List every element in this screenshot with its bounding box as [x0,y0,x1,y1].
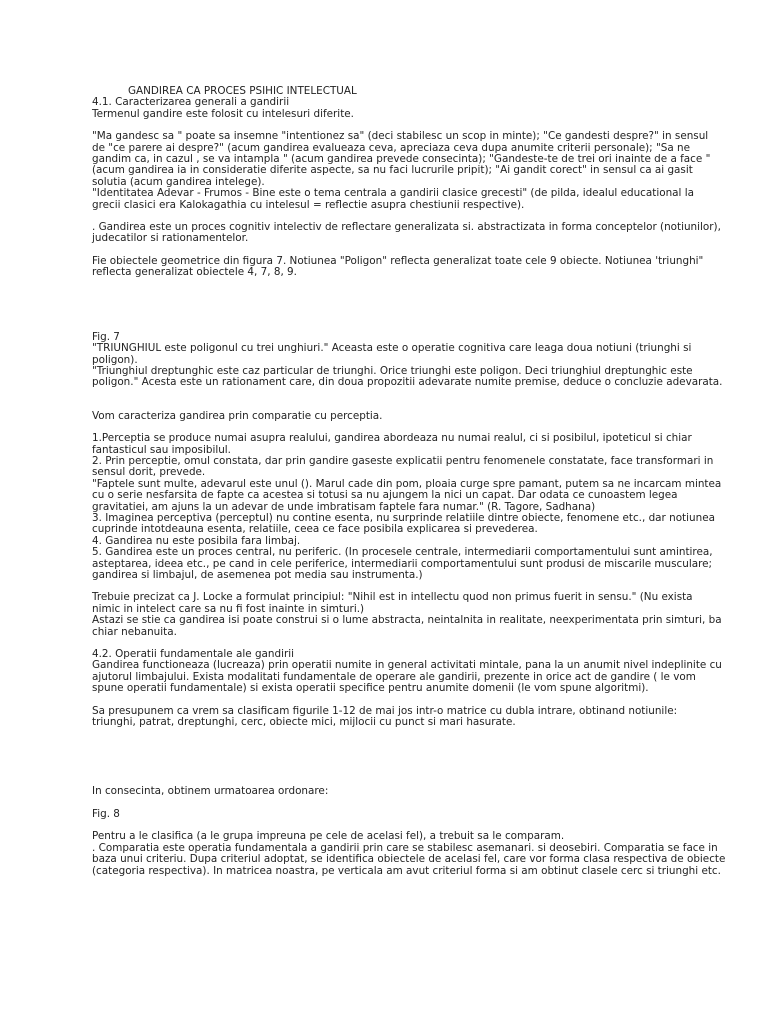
paragraph [92,254,704,279]
paragraph [92,659,722,695]
paragraph-line: poligon). [92,353,138,366]
paragraph-line: Vom caracteriza gandirea prin comparatie cu perceptia. [92,409,383,422]
paragraph-line: chiar nebanuita. [92,625,177,638]
paragraph-line: triunghi, patrat, dreptunghi, cerc, obiecte mici, mijlocii cu punct si mari hasurate. [92,716,516,729]
paragraph-line: 2. Prin perceptie, omul constata, dar prin gandire gaseste explicatii pentru fenomenele constatate, face transformari in [92,454,714,467]
paragraph-line: ajutorul limbajului. Exista modalitati fundamentale de operare ale gandirii, prezente in orice act de gandire ( le vom [92,670,696,683]
paragraph-line: Gandirea functioneaza (lucreaza) prin operatii numite in general activitati mintale, pana la un anumit nivel indeplinite cu [92,659,722,672]
paragraph-line: "Triunghiul dreptunghic este caz particular de triunghi. Orice triunghi este poligon. Deci triunghiul dreptunghic este [92,364,693,377]
paragraph-line: "Ma gandesc sa " poate sa insemne "intentionez sa" (deci stabilesc un scop in minte); "Ce gandesti despre?" in sensul [92,130,709,143]
paragraph-line: Fie obiectele geometrice din figura 7. Notiunea "Poligon" reflecta generalizat toate cele 9 obiecte. Notiunea 'triunghi" [92,254,704,267]
paragraph-line: fantasticul sau imposibilul. [92,443,231,456]
paragraph-line: "Faptele sunt multe, adevarul este unul (). Marul cade din pom, ploaia curge spre pamant, putem sa ne incarcam mintea [92,477,722,490]
paragraph-line: . Comparatia este operatia fundamentala a gandirii prin care se stabilesc asemanari. si deosebiri. Comparatia se face in [92,841,718,854]
paragraph [92,130,711,211]
paragraph [92,830,726,877]
paragraph-line: solutia (acum gandirea intelege). [92,175,265,188]
paragraph-line: spune operatii fundamentale) si exista operatii specifice pentru anumite domenii (le vom spune algoritmi). [92,682,649,695]
paragraph-line: Pentru a le clasifica (a le grupa impreuna pe cele de acelasi fel), a trebuit sa le comparam. [92,830,565,843]
paragraph-line: 5. Gandirea este un proces central, nu periferic. (In procesele centrale, intermediarii comportamentului sunt amintirea, [92,546,713,559]
paragraph-line: reflecta generalizat obiectele 4, 7, 8, 9. [92,266,297,279]
figure-caption: Fig. 7 [92,330,120,343]
paragraph-line: 3. Imaginea perceptiva (perceptul) nu contine esenta, nu surprinde relatiile dintre obiecte, fenomene etc., dar notiunea [92,511,715,524]
document-title: GANDIREA CA PROCES PSIHIC INTELECTUAL [128,85,357,97]
paragraph [92,706,684,729]
paragraph-line: "Identitatea Adevar - Frumos - Bine este o tema centrala a gandirii clasice grecesti" (de pilda, idealul educational la [92,187,694,200]
document-page [92,85,726,877]
figure-7-placeholder [92,279,684,332]
section-heading: 4.2. Operatii fundamentale ale gandirii [92,648,295,661]
paragraph-line: cuprinde intotdeauna esenta, relatiile, ceea ce face posibila explicarea si prevederea. [92,523,538,536]
paragraph-line: asteptarea, ideea etc., pe cand in cele periferice, intermediarii comportamentului sunt produsi de miscarile musculare; [92,557,713,570]
paragraph-line: cu o serie nesfarsita de fapte ca acestea si totusi sa nu ajungem la nici un capat. Dar odata ce cunoastem legea [92,489,678,502]
paragraph [92,432,722,581]
paragraph [92,342,723,389]
figure-caption: Fig. 8 [92,807,120,820]
paragraph-line: (categoria respectiva). In matricea noastra, pe verticala am avut criteriul forma si am obtinut clasele cerc si triunghi etc. [92,864,721,877]
paragraph [92,221,721,245]
paragraph-line: judecatilor si rationamentelor. [92,232,249,245]
paragraph-line: baza unui criteriu. Dupa criteriul adoptat, se identifica obiectele de acelasi fel, care vor forma clasa respectiva de obiecte [92,853,726,866]
paragraph-line: Sa presupunem ca vrem sa clasificam figurile 1-12 de mai jos intr-o matrice cu dubla intrare, obtinand notiunile: [92,704,678,717]
paragraph-line: de "ce parere ai despre?" (acum gandirea evalueaza ceva, apreciaza ceva dupa anumite criterii personale); "Sa ne [92,141,690,154]
paragraph-line: sensul dorit, prevede. [92,466,206,479]
paragraph-line: Termenul gandire este folosit cu intelesuri diferite. [92,107,354,120]
paragraph-line: (acum gandirea ia in consideratie diferite aspecte, sa nu faci lucrurile pripit); "Ai gandit corect" in sensul ca ai gasit [92,164,693,177]
paragraph-line: "TRIUNGHIUL este poligonul cu trei unghiuri." Aceasta este o operatie cognitiva care leaga doua notiuni (triunghi si [92,342,692,355]
paragraph-line: 4. Gandirea nu este posibila fara limbaj. [92,534,301,547]
paragraph-line: . Gandirea este un proces cognitiv intelectiv de reflectare generalizata si. abstractizata in forma conceptelor (notiunilor), [92,221,721,234]
paragraph-line: Trebuie precizat ca J. Locke a formulat principiul: "Nihil est in intellectu quod non primus fuerit in sensu." (Nu exista [92,591,693,604]
paragraph-line: nimic in intelect care sa nu fi fost inainte in simturi.) [92,602,365,615]
paragraph-line: In consecinta, obtinem urmatoarea ordonare: [92,785,329,798]
paragraph-line: gravitatiei, am ajuns la un adevar de unde imbratisam faptele fara numar." (R. Tagore, Sadhana) [92,500,596,513]
paragraph-line: poligon." Acesta este un rationament care, din doua propozitii adevarate numite premise, deduce o concluzie adevarata. [92,376,723,389]
paragraph-line: gandirea si limbajul, de asemenea pot media sau instrumenta.) [92,569,423,581]
paragraph [92,591,722,638]
paragraph-line: gandim ca, in cazul , se va intampla " (acum gandirea prevede consecinta); "Gandeste-te de trei ori inainte de a face " [92,153,711,166]
paragraph-line: Astazi se stie ca gandirea isi poate construi si o lume abstracta, neintalnita in realitate, neexperimentata prin simturi, ba [92,614,722,627]
paragraph-line: grecii clasici era Kalokagathia cu intelesul = reflectie asupra chestiunii respective). [92,198,525,211]
section-heading: 4.1. Caracterizarea generali a gandirii [92,96,290,109]
figure-matrix-placeholder [92,728,684,786]
paragraph-line: 1.Perceptia se produce numai asupra realului, gandirea abordeaza nu numai realul, ci si posibilul, ipoteticul si chiar [92,432,692,445]
